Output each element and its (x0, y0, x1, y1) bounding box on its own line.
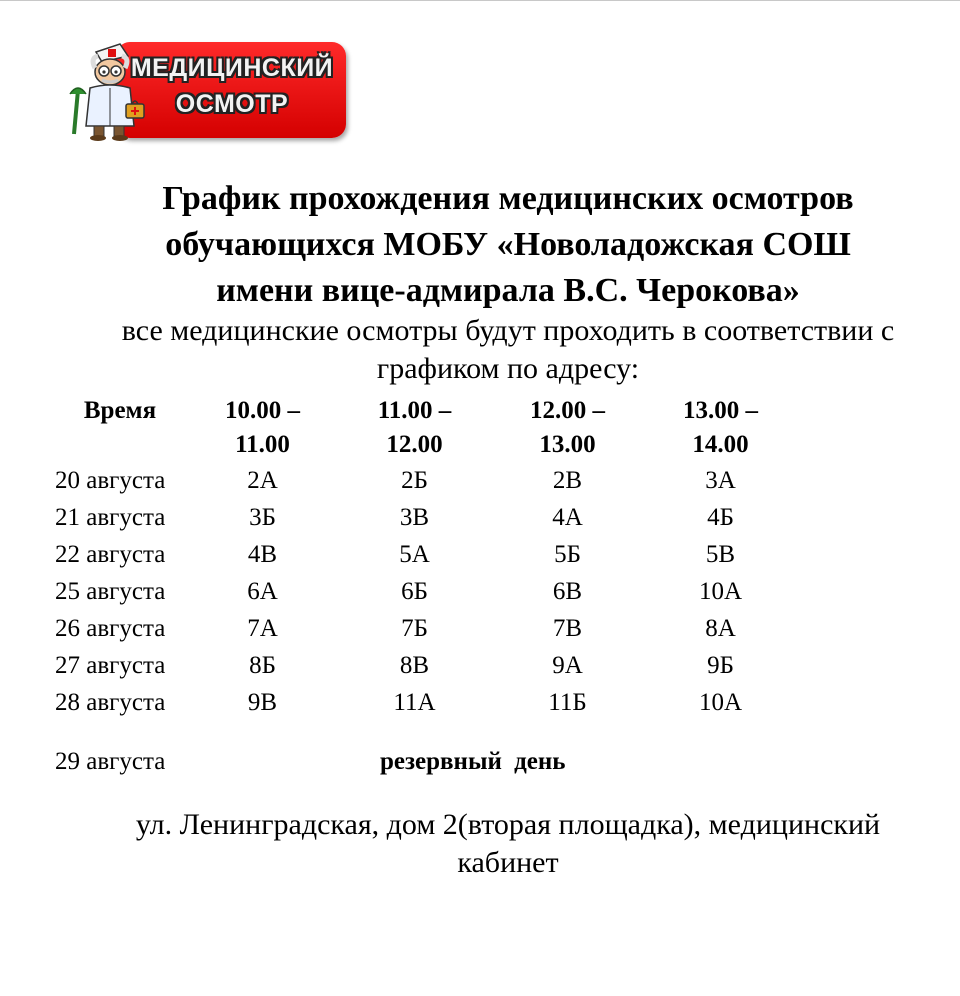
address (40, 806, 960, 882)
class-cell: 2А (247, 467, 278, 494)
class-cell: 10А (698, 689, 743, 716)
row-date: 28 августа (55, 689, 166, 716)
class-cell: 8А (705, 615, 736, 642)
slot-3-end: 13.00 (539, 431, 596, 458)
title-line1: График прохождения медицинских осмотров (162, 180, 854, 217)
class-cell: 7В (552, 615, 583, 642)
subtitle-line2: графиком по адресу: (376, 352, 640, 385)
slot-4-start: 13.00 – (683, 397, 758, 424)
slot-1-end: 11.00 (235, 431, 290, 458)
class-cell: 9А (552, 652, 583, 679)
class-cell: 9Б (707, 652, 734, 679)
medical-exam-logo (68, 38, 348, 142)
slot-3-start: 12.00 – (530, 397, 605, 424)
slot-1-start: 10.00 – (225, 397, 300, 424)
slot-4-end: 14.00 (692, 431, 749, 458)
class-cell: 4А (552, 504, 583, 531)
class-cell: 5Б (554, 541, 581, 568)
class-cell: 7Б (401, 615, 428, 642)
row-date: 21 августа (55, 504, 166, 531)
page-title (40, 176, 960, 314)
reserve-day-label: резервный день (380, 748, 566, 775)
slot-2-start: 11.00 – (377, 397, 452, 424)
class-cell: 11А (393, 689, 436, 716)
class-cell: 2Б (401, 467, 428, 494)
subtitle-line1: все медицинские осмотры будут проходить в соответствии с (121, 314, 895, 347)
row-date: 25 августа (55, 578, 166, 605)
class-cell: 9В (247, 689, 278, 716)
class-cell: 3В (399, 504, 430, 531)
title-line2: обучающихся МОБУ «Новоладожская СОШ (165, 226, 851, 263)
class-cell: 11Б (548, 689, 587, 716)
class-cell: 3А (705, 467, 736, 494)
top-border (0, 0, 960, 1)
class-cell: 7А (247, 615, 278, 642)
class-cell: 5В (705, 541, 736, 568)
address-line1: ул. Ленинградская, дом 2(вторая площадка), медицинский (135, 808, 881, 841)
doctor-icon (68, 38, 158, 142)
class-cell: 8В (399, 652, 430, 679)
class-cell: 10А (698, 578, 743, 605)
row-date: 26 августа (55, 615, 166, 642)
row-date: 27 августа (55, 652, 166, 679)
row-date: 20 августа (55, 467, 166, 494)
time-header: Время (83, 397, 157, 424)
slot-2-end: 12.00 (386, 431, 443, 458)
class-cell: 6В (552, 578, 583, 605)
class-cell: 5А (399, 541, 430, 568)
row-date: 22 августа (55, 541, 166, 568)
class-cell: 3Б (249, 504, 276, 531)
class-cell: 4Б (707, 504, 734, 531)
class-cell: 8Б (249, 652, 276, 679)
class-cell: 6Б (401, 578, 428, 605)
class-cell: 4В (247, 541, 278, 568)
address-line2: кабинет (457, 846, 559, 879)
logo-line2: ОСМОТР (175, 90, 289, 118)
class-cell: 2В (552, 467, 583, 494)
subtitle (40, 312, 960, 388)
class-cell: 6А (247, 578, 278, 605)
reserve-date: 29 августа (55, 748, 166, 775)
title-line3: имени вице-адмирала В.С. Черокова» (216, 272, 800, 309)
logo-line1: МЕДИЦИНСКИЙ (130, 54, 334, 82)
